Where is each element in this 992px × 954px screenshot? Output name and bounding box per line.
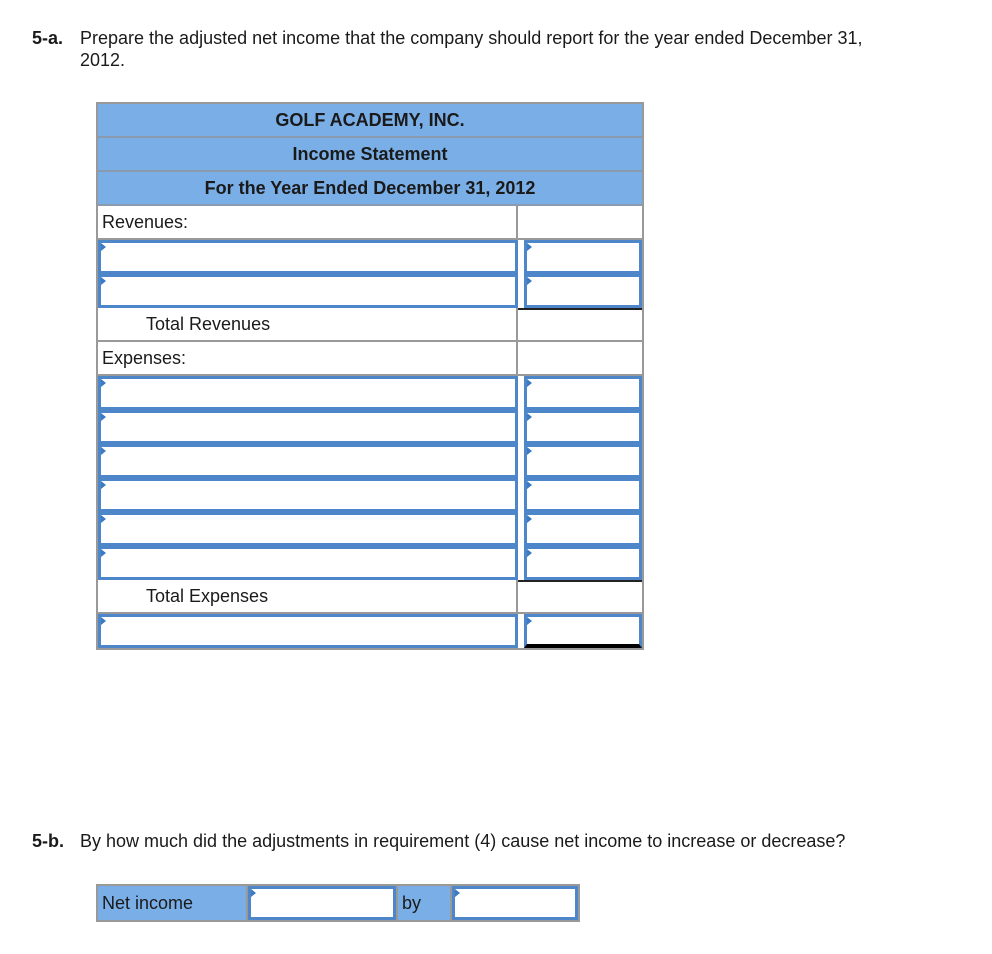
expense-row xyxy=(98,410,642,444)
expense-amount-input[interactable] xyxy=(524,478,642,512)
dropdown-marker-icon xyxy=(101,481,106,489)
net-income-change-row xyxy=(96,884,580,922)
revenue-row xyxy=(98,274,642,308)
total-revenues-row xyxy=(98,308,642,342)
expense-row xyxy=(98,444,642,478)
revenue-amount-input[interactable] xyxy=(524,274,642,308)
increase-decrease-select[interactable] xyxy=(248,886,396,920)
dropdown-marker-icon xyxy=(101,379,106,387)
total-expenses-label: Total Expenses xyxy=(98,580,518,614)
expense-account-input[interactable] xyxy=(98,444,518,478)
expense-row xyxy=(98,512,642,546)
dropdown-marker-icon xyxy=(251,889,256,897)
income-statement-table xyxy=(96,102,644,650)
dropdown-marker-icon xyxy=(527,617,532,625)
revenue-amount-input[interactable] xyxy=(524,240,642,274)
revenue-account-input[interactable] xyxy=(98,274,518,308)
dropdown-marker-icon xyxy=(101,549,106,557)
dropdown-marker-icon xyxy=(101,515,106,523)
expense-row xyxy=(98,546,642,580)
expense-amount-input[interactable] xyxy=(524,376,642,410)
company-name-header: GOLF ACADEMY, INC. xyxy=(98,104,642,138)
total-expenses-row xyxy=(98,580,642,614)
expense-account-input[interactable] xyxy=(98,376,518,410)
dropdown-marker-icon xyxy=(527,243,532,251)
question-5a xyxy=(32,27,972,71)
by-label: by xyxy=(396,886,452,920)
expense-row xyxy=(98,376,642,410)
net-income-label-input[interactable] xyxy=(98,614,518,648)
dropdown-marker-icon xyxy=(527,481,532,489)
revenues-amount-blank xyxy=(518,206,642,240)
total-expenses-amount xyxy=(518,580,642,614)
expenses-heading-row xyxy=(98,342,642,376)
net-income-row xyxy=(98,614,642,648)
expense-account-input[interactable] xyxy=(98,512,518,546)
revenue-account-input[interactable] xyxy=(98,240,518,274)
question-number: 5-a. xyxy=(32,28,64,48)
expense-account-input[interactable] xyxy=(98,478,518,512)
dropdown-marker-icon xyxy=(527,413,532,421)
question-text: By how much did the adjustments in requirement (4) cause net income to increase or decrease? xyxy=(80,831,846,851)
revenue-row xyxy=(98,240,642,274)
dropdown-marker-icon xyxy=(527,549,532,557)
expense-amount-input[interactable] xyxy=(524,444,642,478)
expense-amount-input[interactable] xyxy=(524,512,642,546)
dropdown-marker-icon xyxy=(455,889,460,897)
expenses-amount-blank xyxy=(518,342,642,376)
expense-row xyxy=(98,478,642,512)
expense-amount-input[interactable] xyxy=(524,410,642,444)
statement-period-header: For the Year Ended December 31, 2012 xyxy=(98,172,642,206)
dropdown-marker-icon xyxy=(527,277,532,285)
expenses-label: Expenses: xyxy=(98,342,518,376)
dropdown-marker-icon xyxy=(527,447,532,455)
total-revenues-label: Total Revenues xyxy=(98,308,518,342)
dropdown-marker-icon xyxy=(101,447,106,455)
total-revenues-amount xyxy=(518,308,642,342)
change-amount-input[interactable] xyxy=(452,886,578,920)
dropdown-marker-icon xyxy=(101,617,106,625)
dropdown-marker-icon xyxy=(101,277,106,285)
expense-account-input[interactable] xyxy=(98,546,518,580)
net-income-amount-input[interactable] xyxy=(524,614,642,648)
revenues-heading-row xyxy=(98,206,642,240)
expense-account-input[interactable] xyxy=(98,410,518,444)
question-5b xyxy=(32,830,972,852)
statement-title-header: Income Statement xyxy=(98,138,642,172)
question-text: Prepare the adjusted net income that the company should report for the year ended December 31, 2012. xyxy=(80,28,863,70)
expense-amount-input[interactable] xyxy=(524,546,642,580)
question-number: 5-b. xyxy=(32,831,65,851)
dropdown-marker-icon xyxy=(527,515,532,523)
revenues-label: Revenues: xyxy=(98,206,518,240)
dropdown-marker-icon xyxy=(101,243,106,251)
net-income-label: Net income xyxy=(98,886,248,920)
dropdown-marker-icon xyxy=(527,379,532,387)
dropdown-marker-icon xyxy=(101,413,106,421)
